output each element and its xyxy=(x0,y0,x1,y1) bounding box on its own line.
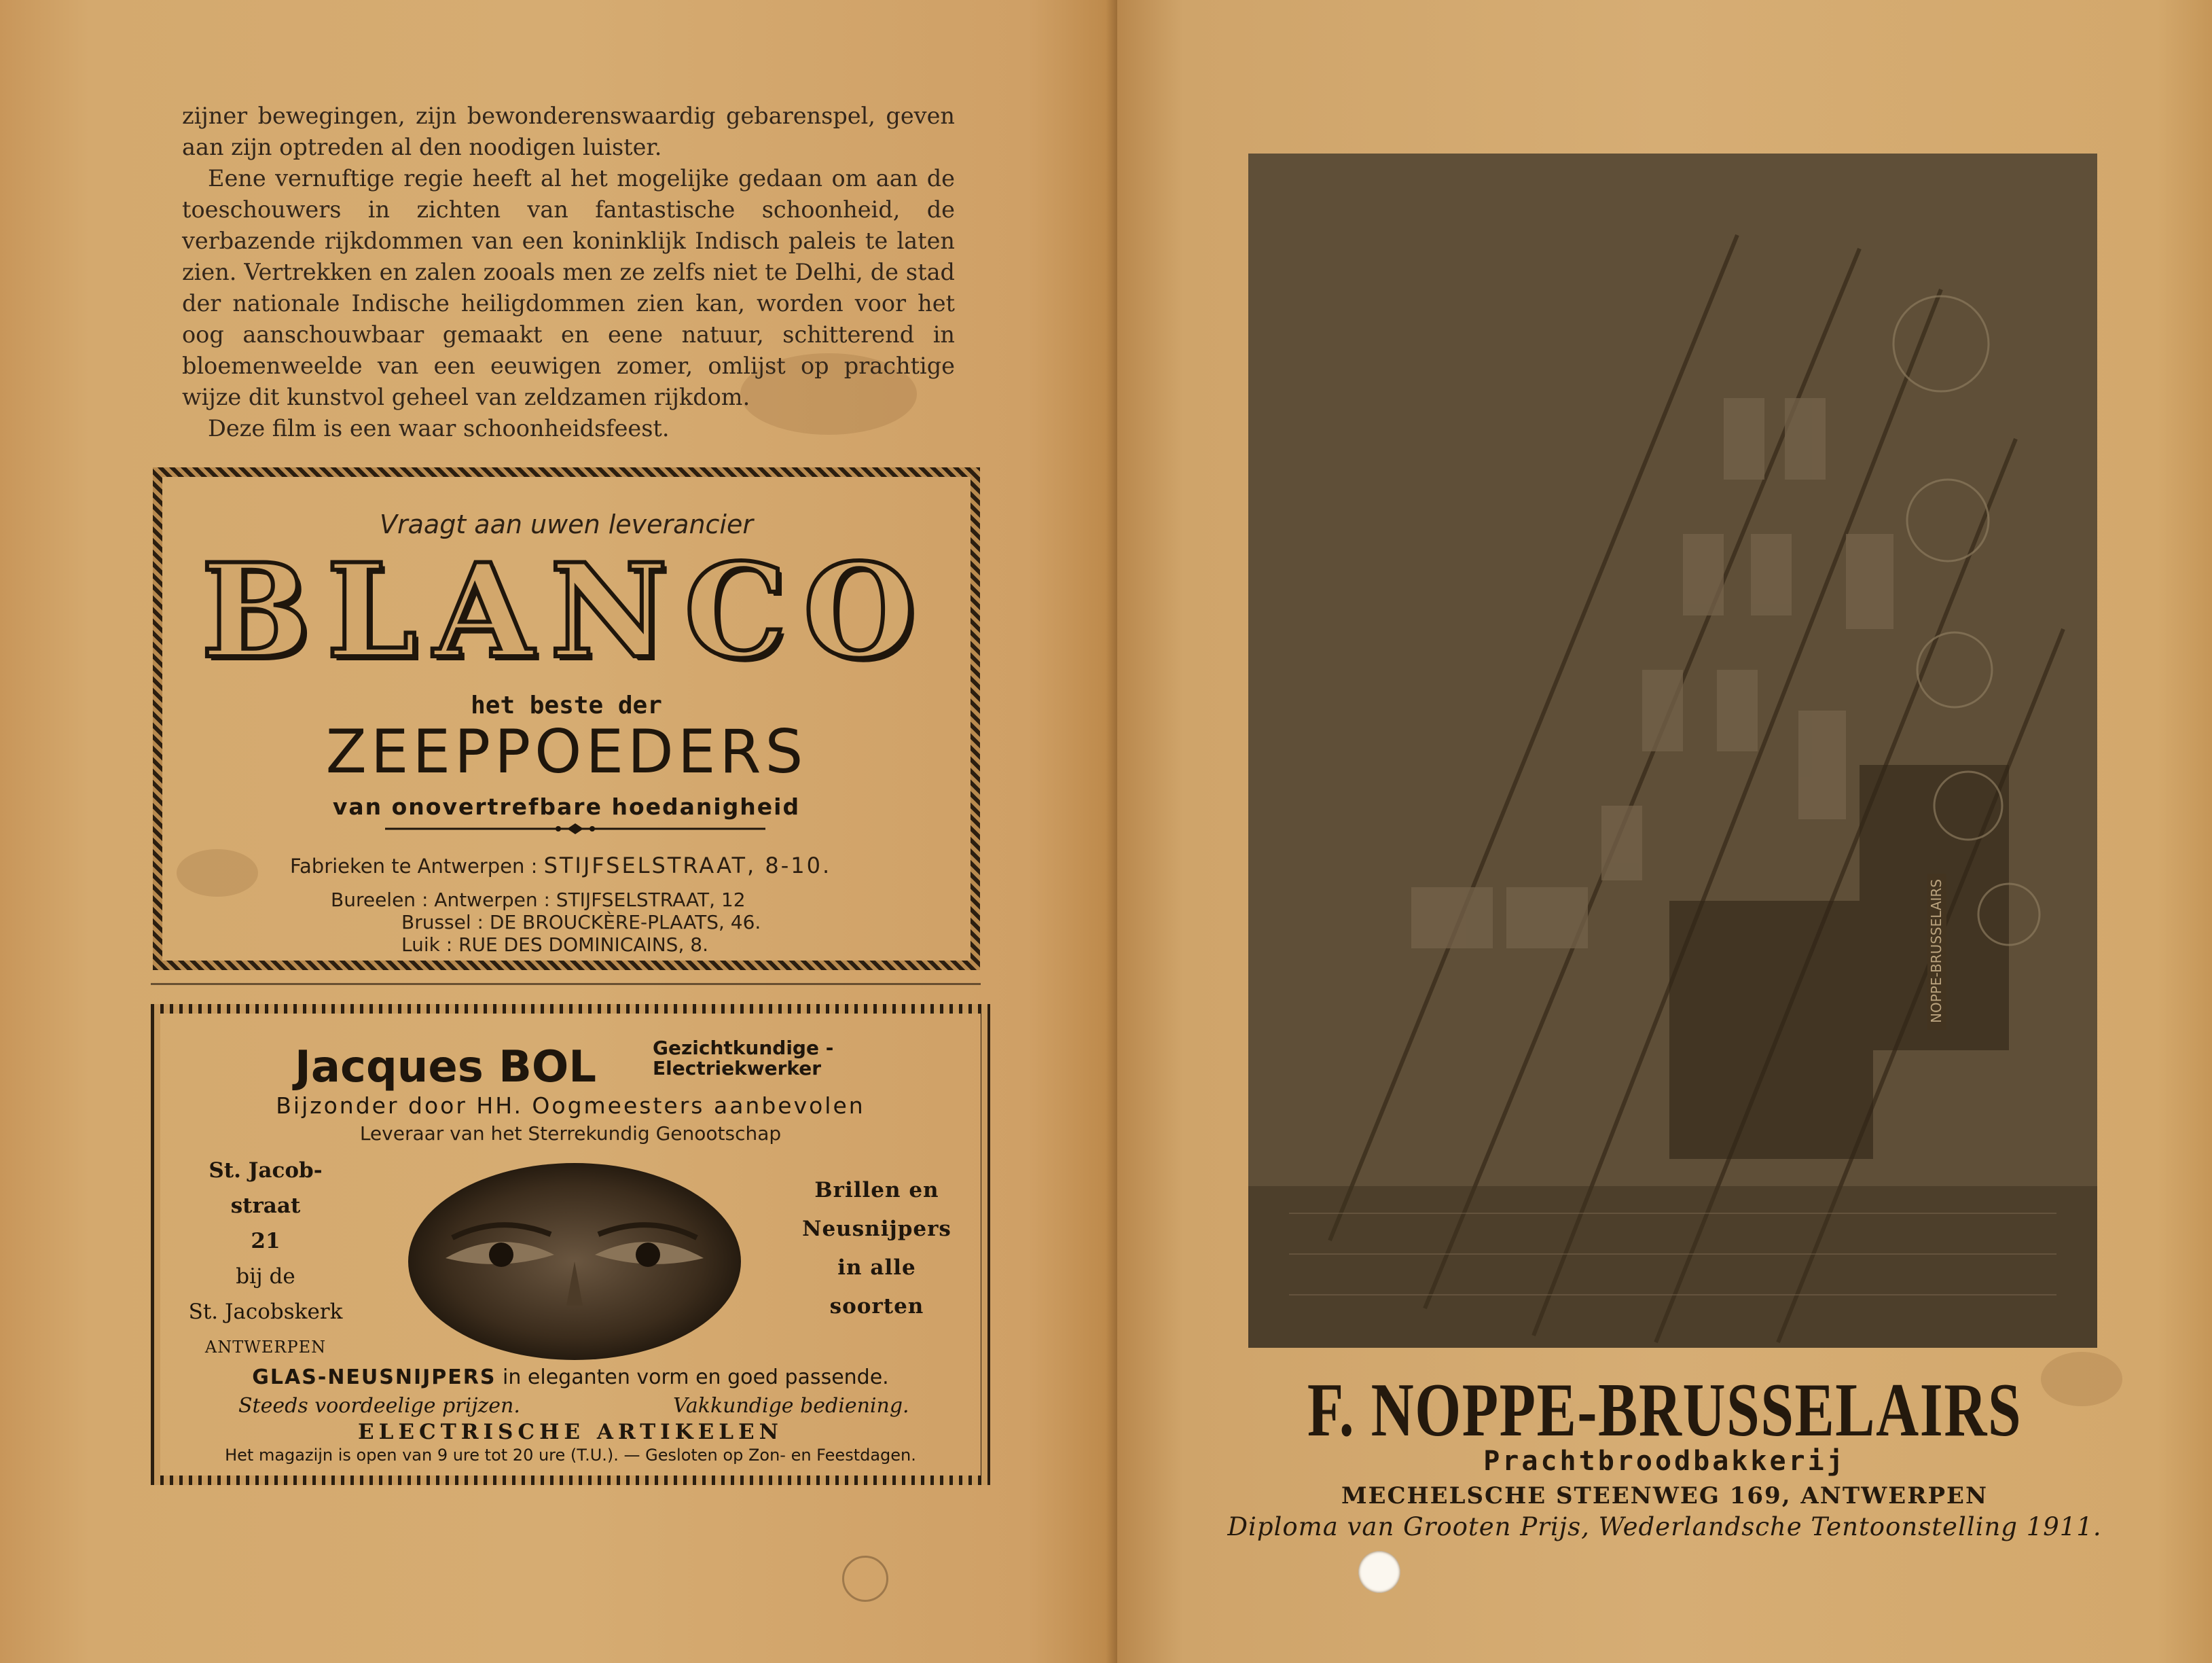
factory-label: Fabrieken te Antwerpen : xyxy=(290,855,538,878)
bol-advertisement xyxy=(151,1004,990,1485)
offices-list xyxy=(331,889,761,956)
address-line: 21 xyxy=(251,1229,280,1253)
address-line: St. Jacobskerk xyxy=(188,1300,343,1324)
divider-line xyxy=(151,983,981,985)
electric-items: ELECTRISCHE ARTIKELEN xyxy=(357,1420,783,1444)
supplier-note: Leveraar van het Sterrekundig Genootschap xyxy=(359,1122,782,1145)
paragraph: Deze film is een waar schoonheidsfeest. xyxy=(208,415,670,442)
prices-note: Steeds voordeelige prijzen. xyxy=(238,1394,520,1418)
paragraph: Eene vernuftige regie heeft al het mogelijke gedaan om aan de toeschouwers in zichten van fantastische schoonheid, de verbazende rijkdommen van een koninklijk Indisch paleis te laten zien. Vertrekken en zalen zooals men ze zelfs niet te Delhi, de stad der nationale Indische heiligdommen zien kan, worden voor het oog aanschouwbaar gemaakt en eene natuur, schitterend in bloemenweelde van een eeuwigen zomer, omlijst op prachtige wijze dit kunstvol geheel van zeldzamen rijkdom. xyxy=(182,165,955,410)
product-line: Neusnijpers xyxy=(802,1217,951,1241)
office-row xyxy=(331,889,761,911)
profession-line: Gezichtkundige - xyxy=(653,1037,834,1059)
service-note: Vakkundige bediening. xyxy=(673,1394,909,1418)
ad-intro: Vraagt aan uwen leverancier xyxy=(380,509,753,539)
opening-hours: Het magazijn is open van 9 ure tot 20 ure (T.U.). — Gesloten op Zon- en Feestdagen. xyxy=(225,1446,916,1465)
product-line: soorten xyxy=(829,1294,924,1319)
recommendation: Bijzonder door HH. Oogmeesters aanbevolen xyxy=(276,1092,865,1119)
storefront-sign: NOPPE-BRUSSELAIRS xyxy=(1928,878,1944,1023)
punch-hole-mark xyxy=(842,1556,888,1602)
bakery-type: Prachtbroodbakkerij xyxy=(1483,1446,1846,1477)
shop-address xyxy=(187,1153,344,1365)
office-antwerpen: Antwerpen : STIJFSELSTRAAT, 12 xyxy=(434,889,746,911)
address-line: ANTWERPEN xyxy=(204,1338,327,1357)
product-name: ZEEPPOEDERS xyxy=(325,717,808,787)
ornament-rule xyxy=(385,822,765,836)
eyes-illustration xyxy=(405,1160,744,1363)
punch-hole xyxy=(1358,1551,1400,1593)
glas-text: in eleganten vorm en goed passende. xyxy=(503,1365,889,1389)
paragraph: zijner bewegingen, zijn bewonderenswaardig gebarenspel, geven aan zijn optreden al den noodigen luister. xyxy=(182,103,955,160)
article-text xyxy=(182,101,955,444)
factory-line xyxy=(290,853,831,878)
office-luik: Luik : RUE DES DOMINICAINS, 8. xyxy=(401,933,708,956)
bakery-name: F. NOPPE-BRUSSELAIRS xyxy=(1307,1368,2023,1452)
profession-line: Electriekwerker xyxy=(653,1057,822,1079)
product-list xyxy=(792,1171,962,1326)
offices-label: Bureelen : xyxy=(331,889,429,911)
product-line: Brillen en xyxy=(814,1178,939,1202)
address-line: St. Jacob- xyxy=(208,1158,323,1183)
business-name: Jacques BOL xyxy=(295,1042,597,1092)
address-line: bij de xyxy=(236,1264,295,1289)
factory-address: STIJFSELSTRAAT, 8-10. xyxy=(543,853,832,878)
product-line: in alle xyxy=(837,1255,916,1280)
ad-tagline: het beste der xyxy=(471,692,662,719)
glas-title: GLAS-NEUSNIJPERS xyxy=(252,1365,496,1389)
address-line: straat xyxy=(230,1194,301,1218)
brand-logo: BLANCO xyxy=(200,535,932,687)
glas-line xyxy=(160,1365,981,1389)
bakery-storefront-photo xyxy=(1248,154,2097,1348)
profession xyxy=(653,1038,833,1079)
product-quality: van onovertrefbare hoedanigheid xyxy=(332,793,801,820)
blanco-advertisement xyxy=(153,467,980,970)
diploma-note: Diploma van Grooten Prijs, Wederlandsche Tentoonstelling 1911. xyxy=(1227,1512,2102,1541)
bakery-address: MECHELSCHE STEENWEG 169, ANTWERPEN xyxy=(1341,1482,1989,1509)
office-brussel: Brussel : DE BROUCKÈRE-PLAATS, 46. xyxy=(401,911,761,933)
